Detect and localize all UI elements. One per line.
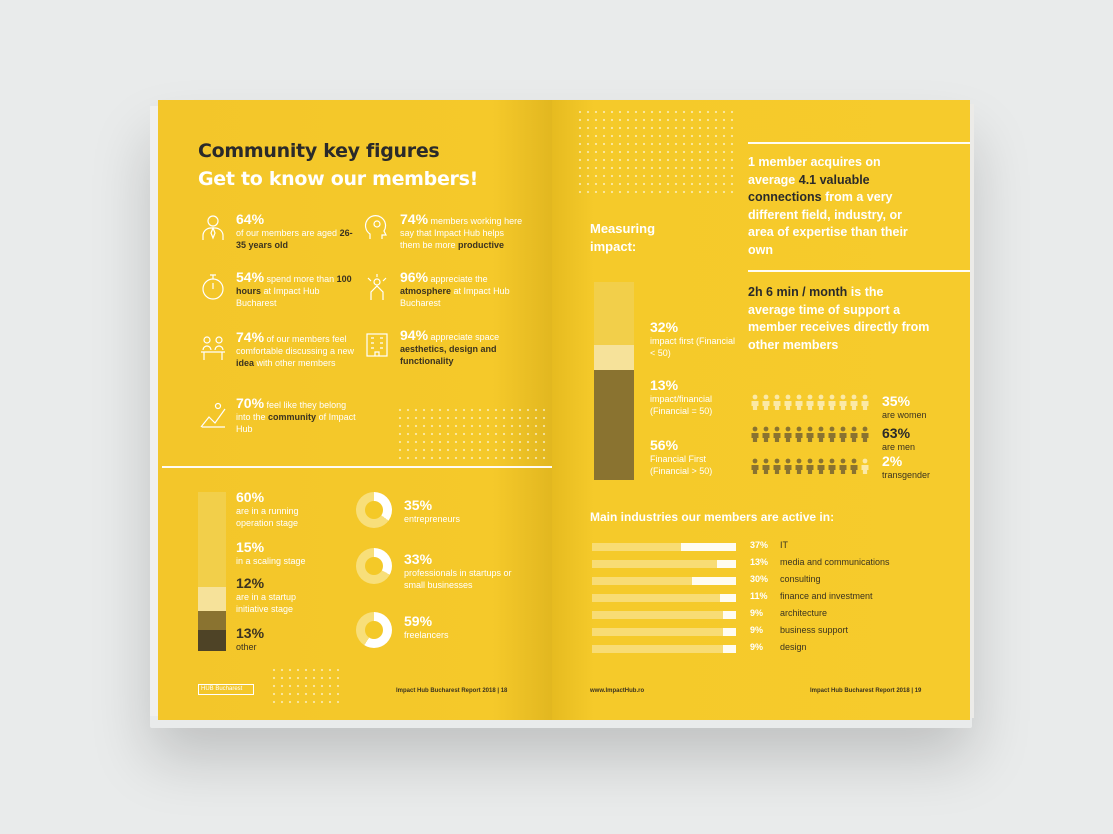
- industry-bar-track: [592, 560, 736, 568]
- gender-legend: [882, 454, 962, 481]
- stat-pct: 74%: [236, 329, 265, 345]
- stat-bold: community: [268, 412, 317, 422]
- meeting-table-icon: [198, 332, 228, 362]
- right-page: [552, 100, 970, 720]
- stat-item: [236, 330, 356, 369]
- stage-pct: 12%: [236, 575, 265, 591]
- page-footer: Impact Hub Bucharest Report 2018 | 19: [810, 688, 922, 694]
- person-tie-icon: [198, 212, 228, 242]
- person-icon: [783, 394, 793, 410]
- person-icon: [860, 394, 870, 410]
- stat-item: [236, 270, 356, 309]
- stack-segment: [594, 345, 634, 370]
- divider: [748, 142, 970, 144]
- page-url: www.ImpactHub.ro: [590, 688, 645, 694]
- person-icon: [860, 426, 870, 442]
- person-icon: [794, 458, 804, 474]
- dot-pattern: [396, 406, 546, 464]
- industry-bar-fill: [723, 611, 736, 619]
- stopwatch-icon: [198, 272, 228, 302]
- industry-pct: 11%: [750, 591, 768, 601]
- stat-text: with other members: [256, 358, 336, 368]
- role-pct: 59%: [404, 613, 433, 629]
- role-label: freelancers: [404, 630, 449, 640]
- industry-bar-track: [592, 577, 736, 585]
- stage-legend: [236, 576, 326, 615]
- stack-segment: [594, 370, 634, 480]
- person-icon: [805, 394, 815, 410]
- industries-chart: [552, 540, 970, 660]
- industry-label: business support: [780, 625, 849, 635]
- industry-label: architecture: [780, 608, 828, 618]
- industry-pct: 37%: [750, 540, 769, 550]
- divider: [162, 466, 552, 468]
- stage-label: other: [236, 642, 257, 652]
- impact-pct: 13%: [650, 377, 679, 393]
- person-icon: [794, 426, 804, 442]
- measuring-title: Measuring impact:: [590, 221, 656, 254]
- stat-pct: 64%: [236, 211, 265, 227]
- gender-pct: 63%: [882, 425, 911, 441]
- stat-text: at Impact Hub Bucharest: [400, 286, 510, 308]
- stage-pct: 15%: [236, 539, 265, 555]
- impact-label: Financial First (Financial > 50): [650, 454, 713, 476]
- stat-pct: 94%: [400, 327, 429, 343]
- stage-legend: [236, 490, 326, 529]
- stat-bold: aesthetics, design and functionality: [400, 344, 497, 366]
- person-icon: [816, 394, 826, 410]
- stage-pct: 60%: [236, 489, 265, 505]
- page-footer: Impact Hub Bucharest Report 2018 | 18: [396, 688, 508, 694]
- person-icon: [838, 394, 848, 410]
- stat-pct: 70%: [236, 395, 265, 411]
- role-donut: [356, 548, 392, 584]
- industry-label: consulting: [780, 574, 821, 584]
- person-icon: [783, 458, 793, 474]
- impact-legend: [650, 438, 740, 477]
- impact-pct: 32%: [650, 319, 679, 335]
- left-page-edge: [150, 106, 158, 716]
- industry-pct: 9%: [750, 608, 764, 618]
- stat-bold: atmosphere: [400, 286, 452, 296]
- stack-segment: [198, 630, 226, 651]
- person-icon: [772, 394, 782, 410]
- impact-stacked-bar: [594, 282, 634, 480]
- stat-text: members working here say that Impact Hub helps them be more: [400, 216, 523, 250]
- people-row-other: [750, 458, 870, 474]
- person-icon: [860, 458, 870, 474]
- industry-label: media and communications: [780, 557, 890, 567]
- industry-bar-track: [592, 645, 736, 653]
- industry-bar-fill: [692, 577, 736, 585]
- stage-pct: 13%: [236, 625, 265, 641]
- impact-pct: 56%: [650, 437, 679, 453]
- role-pct: 33%: [404, 551, 433, 567]
- stat-text: of our members feel comfortable discussing a new: [236, 334, 355, 356]
- person-icon: [772, 426, 782, 442]
- stat-pct: 74%: [400, 211, 429, 227]
- celebration-icon: [362, 272, 392, 302]
- gender-pct: 35%: [882, 393, 911, 409]
- industry-bar-track: [592, 628, 736, 636]
- industry-bar-fill: [720, 594, 736, 602]
- logo: HUB Bucharest: [198, 684, 254, 695]
- person-icon: [827, 426, 837, 442]
- person-icon: [761, 426, 771, 442]
- industry-bar-fill: [723, 628, 736, 636]
- person-icon: [849, 458, 859, 474]
- person-icon: [849, 394, 859, 410]
- person-icon: [805, 458, 815, 474]
- people-row-women: [750, 394, 870, 410]
- person-icon: [761, 458, 771, 474]
- stat-text: spend more than: [266, 274, 335, 284]
- stat-text: feel like they belong into the: [236, 400, 347, 422]
- donut-hole: [365, 501, 383, 519]
- left-page: [158, 100, 552, 720]
- gender-label: transgender: [882, 470, 931, 480]
- stat-text: of our members are aged: [236, 228, 338, 238]
- industry-bar-track: [592, 543, 736, 551]
- person-icon: [838, 458, 848, 474]
- stat-pct: 96%: [400, 269, 429, 285]
- gender-label: are women: [882, 410, 927, 420]
- person-icon: [783, 426, 793, 442]
- person-icon: [838, 426, 848, 442]
- donut-hole: [365, 621, 383, 639]
- stat-text: appreciate space: [430, 332, 500, 342]
- stack-segment: [594, 282, 634, 345]
- stage-label: are in a startup initiative stage: [236, 592, 297, 614]
- page-subtitle: Get to know our members!: [198, 168, 478, 190]
- stat-item: [236, 396, 356, 435]
- impact-legend: [650, 378, 740, 417]
- impact-label: impact first (Financial < 50): [650, 336, 736, 358]
- industry-bar-track: [592, 594, 736, 602]
- building-icon: [362, 328, 392, 358]
- stack-segment: [198, 492, 226, 587]
- person-icon: [805, 426, 815, 442]
- person-icon: [794, 394, 804, 410]
- person-icon: [816, 458, 826, 474]
- role-donut: [356, 612, 392, 648]
- community-climb-icon: [198, 400, 228, 430]
- role-legend: [404, 498, 524, 525]
- stat-item: [236, 212, 356, 251]
- gender-pct: 2%: [882, 453, 903, 469]
- person-icon: [816, 426, 826, 442]
- industry-label: IT: [780, 540, 788, 550]
- gender-legend: [882, 426, 962, 453]
- industry-label: design: [780, 642, 807, 652]
- stack-segment: [198, 587, 226, 611]
- stat-pct: 54%: [236, 269, 265, 285]
- industry-bar-fill: [723, 645, 736, 653]
- stat-text: appreciate the: [430, 274, 488, 284]
- industries-title: Main industries our members are active in:: [590, 510, 835, 524]
- person-icon: [772, 458, 782, 474]
- role-legend: [404, 614, 514, 641]
- industry-pct: 9%: [750, 625, 764, 635]
- stat-text: of Impact Hub: [236, 412, 356, 434]
- stage-stacked-bar: [198, 492, 226, 650]
- industry-bar-track: [592, 611, 736, 619]
- support-text: [748, 284, 933, 354]
- role-pct: 35%: [404, 497, 433, 513]
- person-icon: [750, 394, 760, 410]
- divider: [748, 270, 970, 272]
- person-icon: [849, 426, 859, 442]
- donut-hole: [365, 557, 383, 575]
- industry-bar-fill: [681, 543, 736, 551]
- impact-label: impact/financial (Financial = 50): [650, 394, 713, 416]
- stage-legend: [236, 626, 326, 653]
- dot-pattern: [270, 666, 340, 706]
- person-icon: [827, 394, 837, 410]
- stage-label: are in a running operation stage: [236, 506, 299, 528]
- industry-pct: 9%: [750, 642, 764, 652]
- page-title: Community key figures: [198, 140, 440, 162]
- person-icon: [827, 458, 837, 474]
- stat-text: at Impact Hub Bucharest: [236, 286, 320, 308]
- connections-bold: 4.1 valuable connections: [748, 172, 870, 204]
- industry-label: finance and investment: [780, 591, 873, 601]
- person-icon: [750, 458, 760, 474]
- connections-text: [748, 154, 928, 259]
- gender-legend: [882, 394, 962, 421]
- support-post: is the average time of support a member receives directly from other members: [748, 285, 930, 352]
- stack-segment: [198, 611, 226, 630]
- role-legend: [404, 552, 514, 591]
- stage-label: in a scaling stage: [236, 556, 306, 566]
- industry-pct: 13%: [750, 557, 769, 567]
- stage-legend: [236, 540, 326, 567]
- industry-pct: 30%: [750, 574, 769, 584]
- stat-bold: productive: [458, 240, 505, 250]
- head-gears-icon: [362, 212, 392, 242]
- people-row-men: [750, 426, 870, 442]
- connections-post: from a very different field, industry, or area of expertise than their own: [748, 190, 908, 257]
- role-donut: [356, 492, 392, 528]
- stat-item: [400, 270, 526, 309]
- role-label: entrepreneurs: [404, 514, 461, 524]
- person-icon: [750, 426, 760, 442]
- impact-legend: [650, 320, 740, 359]
- dot-pattern: [576, 108, 736, 198]
- stat-bold: 26-35 years old: [236, 228, 353, 250]
- stat-item: [400, 212, 526, 251]
- industry-bar-fill: [717, 560, 736, 568]
- gender-label: are men: [882, 442, 916, 452]
- support-bold: 2h 6 min / month: [748, 285, 848, 299]
- stat-item: [400, 328, 526, 367]
- connections-pre: 1 member acquires on average: [748, 155, 881, 187]
- stat-bold: idea: [236, 358, 255, 368]
- person-icon: [761, 394, 771, 410]
- stat-bold: 100 hours: [236, 274, 352, 296]
- role-label: professionals in startups or small businesses: [404, 568, 512, 590]
